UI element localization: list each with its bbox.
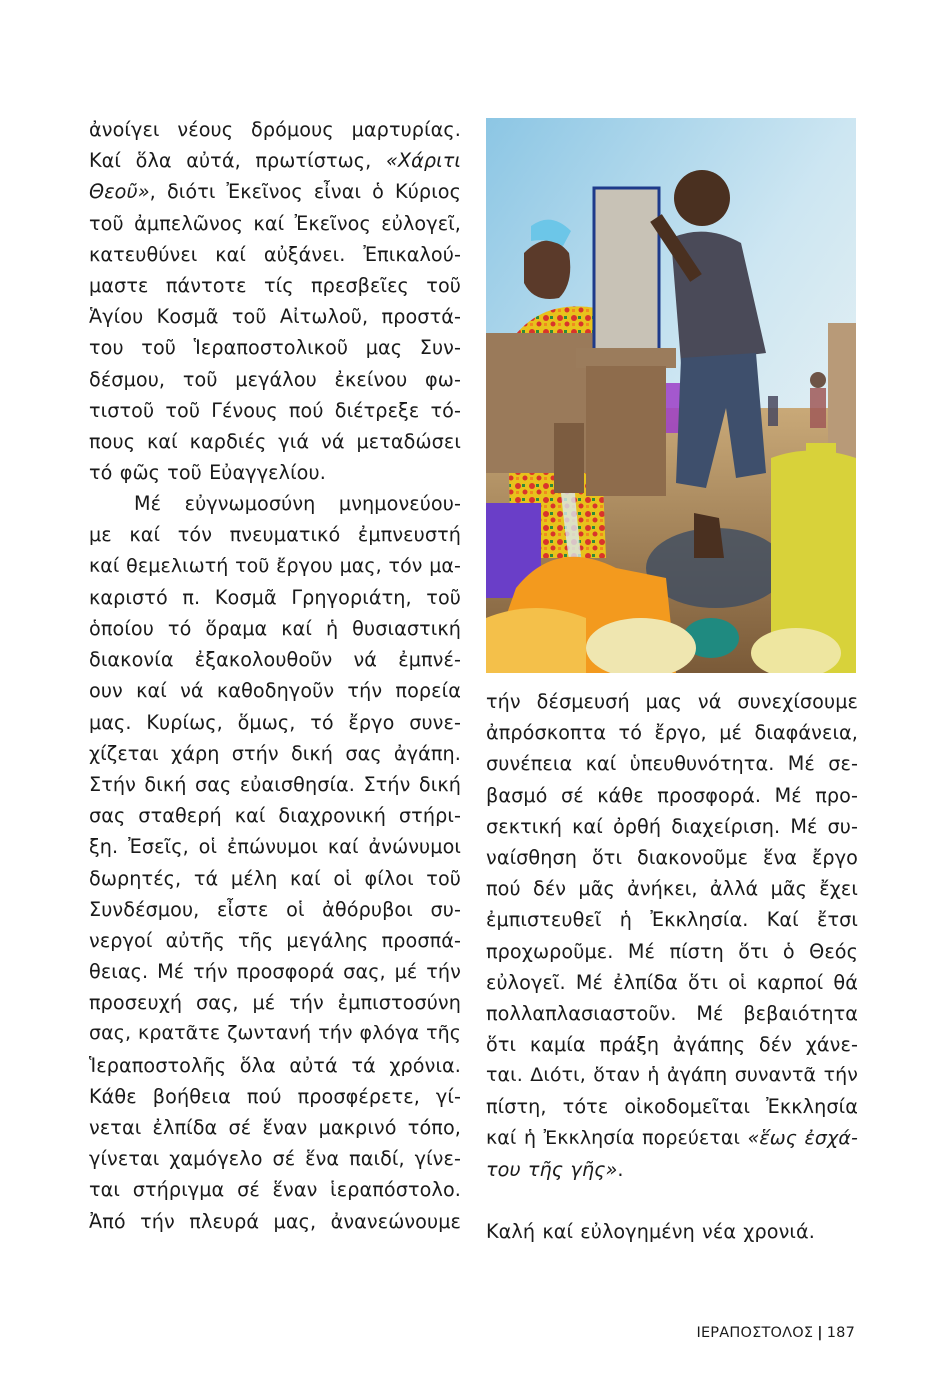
article-right-column [486,686,858,1247]
text-line: ὅτι καμία πράξη ἀγάπης δέν χάνε- [486,1033,858,1057]
photo-illustration [486,118,856,673]
page-number: 187 [826,1325,855,1341]
paragraph-continued [486,686,858,1185]
italic-quote: «ἕως ἐσχά- [747,1126,858,1149]
text-line: εὐλογεῖ. Μέ ἐλπίδα ὅτι οἱ καρποί θά [486,970,858,994]
text-line: πού δέν μᾶς ἀνήκει, ἀλλά μᾶς ἔχει [486,877,858,901]
text-line: τοῦ ἀμπελῶνος καί Ἐκεῖνος εὐλογεῖ, [89,211,461,235]
text-run: καί ἡ Ἐκκλησία πορεύεται [486,1126,748,1149]
footer-separator: | [817,1325,823,1341]
text-line: πους καί καρδιές γιά νά μεταδώσει [89,429,461,453]
text-line [89,145,461,176]
text-line: σας σταθερή καί διαχρονική στήρι- [89,804,461,828]
text-line: βασμό σέ κάθε προσφορά. Μέ προ- [486,783,858,807]
text-line: πίστη, τότε οἰκοδομεῖται Ἐκκλησία [486,1095,858,1119]
text-line: προχωροῦμε. Μέ πίστη ὅτι ὁ Θεός [486,939,858,963]
water-pump-photo [486,118,856,673]
text-line: Κάθε βοήθεια πού προσφέρετε, γί- [89,1084,461,1108]
text-line: νεται ἐλπίδα σέ ἕναν μακρινό τόπο, [89,1116,461,1139]
italic-quote: Θεοῦ» [89,180,150,204]
text-line: καί θεμελιωτή τοῦ ἔργου μας, τόν μα- [89,554,461,577]
text-line: τό φῶς τοῦ Εὐαγγελίου. [89,461,326,485]
text-line: ἐμπιστευθεῖ ἡ Ἐκκλησία. Καί ἔτσι [486,908,858,932]
closing-greeting: Καλή καί εὐλογημένη νέα χρονιά. [486,1220,815,1244]
text-line: ἀνοίγει νέους δρόμους μαρτυρίας. [89,118,461,141]
text-line: προσευχή σας, μέ τήν ἐμπιστοσύνη [89,991,461,1015]
text-line: Συνδέσμου, εἶστε οἱ ἀθόρυβοι συ- [89,897,461,921]
text-line: ἀπρόσκοπτα τό ἔργο, μέ διαφάνεια, [486,721,858,745]
text-line: δέσμου, τοῦ μεγάλου ἐκείνου φω- [89,367,461,391]
text-line: χίζεται χάρη στήν δική σας ἀγάπη. [89,741,461,765]
text-run: , διότι Ἐκεῖνος εἶναι ὁ Κύριος [149,180,461,204]
text-line: τιστοῦ τοῦ Γένους πού διέτρεξε τό- [89,398,461,422]
text-line: ὁποίου τό ὅραμα καί ἡ θυσιαστική [89,617,461,640]
text-line: καριστό π. Κοσμᾶ Γρηγοριάτη, τοῦ [89,585,461,609]
text-line: ται. Διότι, ὅταν ἡ ἀγάπη συναντᾶ τήν [486,1064,858,1087]
article-left-column [89,114,461,1237]
text-line: Ἁγίου Κοσμᾶ τοῦ Αἰτωλοῦ, προστά- [89,305,461,329]
page-footer [696,1325,855,1341]
text-line: πολλαπλασιαστοῦν. Μέ βεβαιότητα [486,1001,858,1025]
italic-quote: του τῆς γῆς» [486,1157,618,1181]
text-line: ται στήριγμα σέ ἕναν ἱεραπόστολο. [89,1178,461,1202]
text-line: ουν καί νά καθοδηγοῦν τήν πορεία [89,679,461,703]
text-line: σας, κρατᾶτε ζωντανή τήν φλόγα τῆς [89,1022,461,1045]
text-line: Ἀπό τήν πλευρά μας, ἀνανεώνουμε [89,1209,461,1233]
text-line: θειας. Μέ τήν προσφορά σας, μέ τήν [89,960,461,984]
text-line: κατευθύνει καί αὐξάνει. Ἐπικαλού- [89,242,461,266]
text-line [486,1123,858,1154]
text-line: μας. Κυρίως, ὅμως, τό ἔργο συνε- [89,710,461,734]
text-line: Στήν δική σας εὐαισθησία. Στήν δική [89,772,461,796]
text-run: Καί ὅλα αὐτά, πρωτίστως, [89,149,386,173]
text-line [486,1154,858,1185]
background-pillar [828,323,856,463]
text-line [89,176,461,207]
text-line: δωρητές, τά μέλη καί οἱ φίλοι τοῦ [89,866,461,890]
text-line: διακονία ἐξακολουθοῦν νά ἐμπνέ- [89,648,461,672]
text-line: ξη. Ἐσεῖς, οἱ ἐπώνυμοι καί ἀνώνυμοι [89,835,461,859]
paragraph-2 [89,488,461,1237]
text-line: συνέπεια καί ὑπευθυνότητα. Μέ σε- [486,752,858,776]
text-line: με καί τόν πνευματικό ἐμπνευστή [89,523,461,547]
text-line: μαστε πάντοτε τίς πρεσβεῖες τοῦ [89,273,461,297]
paragraph-1 [89,114,461,488]
text-line: Μέ εὐγνωμοσύνη μνημονεύου- [134,492,461,516]
paragraph-spacer [486,1185,858,1216]
text-line: σεκτική καί ὀρθή διαχείριση. Μέ συ- [486,814,858,838]
text-line: Ἱεραποστολῆς ὅλα αὐτά τά χρόνια. [89,1053,461,1077]
magazine-name: ΙΕΡΑΠΟΣΤΟΛΟΣ [696,1325,814,1341]
text-run: . [617,1157,624,1181]
text-line: νεργοί αὐτῆς τῆς μεγάλης προσπά- [89,928,461,952]
text-line: τήν δέσμευσή μας νά συνεχίσουμε [486,690,858,713]
text-line: του τοῦ Ἱεραποστολικοῦ μας Συν- [89,336,461,360]
italic-quote: «Χάριτι [385,149,461,173]
text-line: γίνεται χαμόγελο σέ ἕνα παιδί, γίνε- [89,1147,461,1171]
text-line: ναίσθηση ὅτι διακονοῦμε ἕνα ἔργο [486,845,858,869]
